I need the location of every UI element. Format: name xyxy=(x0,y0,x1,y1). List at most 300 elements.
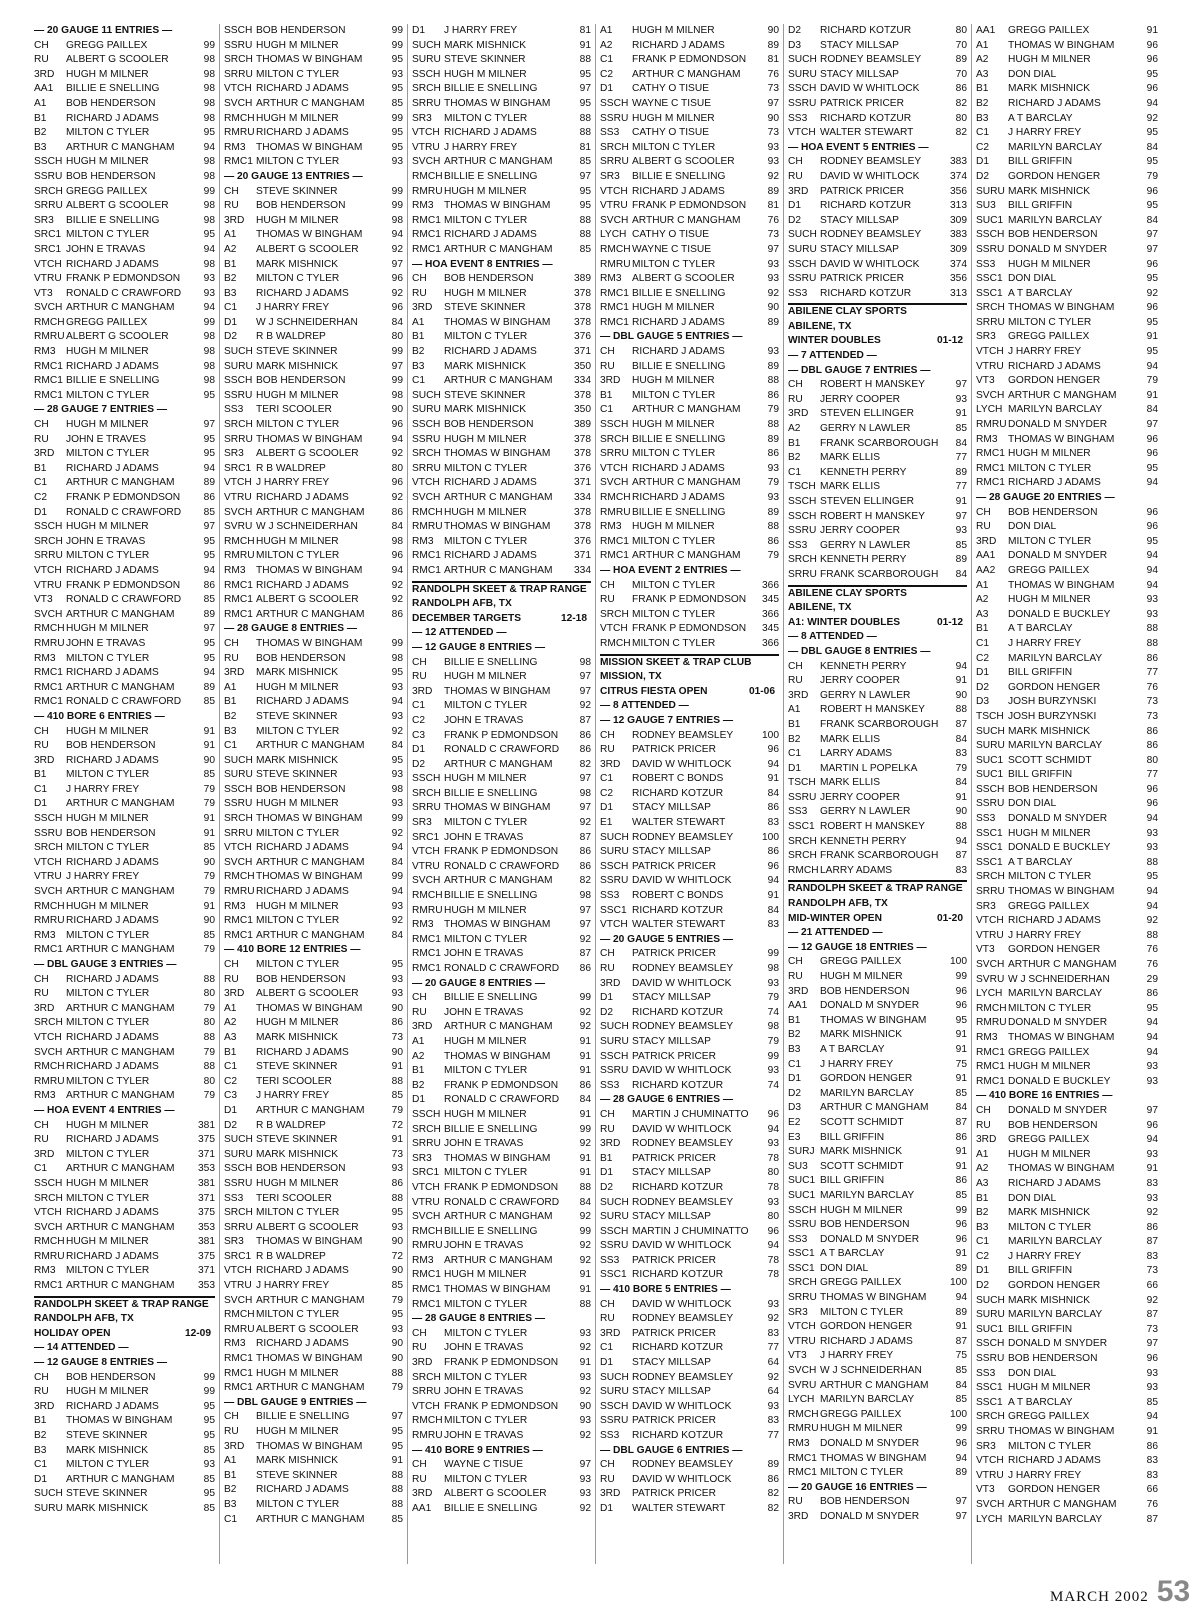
result-row xyxy=(412,403,591,418)
result-row xyxy=(976,1308,1158,1323)
score: 91 xyxy=(579,39,591,51)
shooter-name: PATRICK PRICER xyxy=(632,1050,716,1062)
result-row xyxy=(976,958,1158,973)
class-code: RMCH xyxy=(600,243,631,255)
class-code: B2 xyxy=(788,452,801,464)
result-row xyxy=(600,637,779,652)
shooter-name: HUGH M MILNER xyxy=(632,521,715,533)
score: 80 xyxy=(203,988,215,1000)
shooter-name: THOMAS W BINGHAM xyxy=(256,637,363,649)
shooter-name: MILTON C TYLER xyxy=(256,1309,340,1321)
shooter-name: RODNEY BEAMSLEY xyxy=(820,229,922,241)
shooter-name: HUGH M MILNER xyxy=(632,112,715,124)
result-row xyxy=(412,564,591,579)
result-row xyxy=(600,889,779,904)
shooter-name: HUGH M MILNER xyxy=(820,971,903,982)
result-row xyxy=(224,1133,403,1148)
score: 86 xyxy=(391,506,403,518)
result-row xyxy=(224,1206,403,1221)
score: 86 xyxy=(767,448,779,460)
shooter-name: ARTHUR C MANGHAM xyxy=(66,302,175,314)
score: 93 xyxy=(579,1327,591,1339)
score: 79 xyxy=(767,992,779,1004)
score: 91 xyxy=(955,1248,967,1260)
score: 93 xyxy=(1146,1367,1158,1379)
shooter-name: A T BARCLAY xyxy=(1008,1396,1073,1408)
class-code: SSCH xyxy=(600,1050,629,1062)
class-code: SRRU xyxy=(976,1426,1005,1437)
class-code: SURU xyxy=(412,54,441,66)
class-code: RMRU xyxy=(34,637,65,649)
class-code: RM3 xyxy=(600,521,622,533)
heading-text: ABILENE, TX xyxy=(788,320,852,332)
class-code: SSRU xyxy=(34,827,63,839)
result-row xyxy=(412,685,591,700)
shooter-name: RICHARD J ADAMS xyxy=(66,564,159,576)
shooter-name: CATHY O TISUE xyxy=(632,83,709,95)
result-row xyxy=(976,1192,1158,1207)
class-code: 3RD xyxy=(34,68,55,80)
result-row xyxy=(34,97,215,112)
shooter-name: ARTHUR C MANGHAM xyxy=(820,1379,929,1391)
score: 94 xyxy=(203,564,215,576)
result-row xyxy=(412,991,591,1006)
class-code: A2 xyxy=(600,39,613,51)
score: 99 xyxy=(203,39,215,51)
class-code: 3RD xyxy=(412,685,433,697)
shooter-name: MARTIN J CHUMINATTO xyxy=(632,1108,749,1120)
score: 97 xyxy=(579,802,591,814)
heading-text: — 12 GAUGE 7 ENTRIES — xyxy=(600,714,734,726)
shooter-name: RICHARD J ADAMS xyxy=(66,1061,159,1073)
class-code: 3RD xyxy=(600,375,621,387)
score: 378 xyxy=(574,316,591,328)
shooter-name: MILTON C TYLER xyxy=(256,915,340,927)
shooter-name: MARK MISHNICK xyxy=(256,667,339,679)
class-code: A3 xyxy=(976,1177,989,1189)
result-row xyxy=(788,1393,967,1408)
shooter-name: R B WALDREP xyxy=(256,1119,326,1131)
score: 86 xyxy=(579,729,591,741)
class-code: RMC1 xyxy=(412,948,441,960)
class-code: B1 xyxy=(788,437,801,449)
score: 95 xyxy=(1146,127,1158,139)
class-code: RU xyxy=(788,675,803,687)
result-row xyxy=(976,1498,1158,1513)
class-code: 3RD xyxy=(34,1148,55,1160)
result-row xyxy=(34,1192,215,1207)
class-code: 3RD xyxy=(224,214,245,226)
shooter-name: PATRICK PRICER xyxy=(820,273,904,285)
score: 93 xyxy=(391,798,403,810)
shooter-name: MARK ELLIS xyxy=(820,733,881,745)
shooter-name: ARTHUR C MANGHAM xyxy=(66,1280,175,1292)
result-row xyxy=(600,126,779,141)
result-row xyxy=(34,272,215,287)
score: 95 xyxy=(579,68,591,80)
shooter-name: THOMAS W BINGHAM xyxy=(256,813,363,825)
result-row xyxy=(976,1031,1158,1046)
shooter-name: A T BARCLAY xyxy=(1008,856,1073,868)
result-row xyxy=(976,1119,1158,1134)
shooter-name: ROBERT C BONDS xyxy=(632,890,724,902)
score: 96 xyxy=(767,860,779,872)
shooter-name: RICHARD J ADAMS xyxy=(1008,915,1101,927)
shooter-name: FRANK P EDMONDSON xyxy=(632,623,747,635)
result-row xyxy=(976,914,1158,929)
shooter-name: MARK MISHNICK xyxy=(820,1029,903,1041)
shooter-name: MILTON C TYLER xyxy=(66,929,150,941)
class-code: RU xyxy=(34,433,49,445)
result-row xyxy=(412,656,591,671)
shooter-name: THOMAS W BINGHAM xyxy=(256,229,363,241)
shoot-heading xyxy=(788,320,967,335)
score: 77 xyxy=(767,1430,779,1441)
result-row xyxy=(600,1327,779,1342)
result-row xyxy=(976,476,1158,491)
result-row xyxy=(34,1177,215,1192)
class-code: SRC1 xyxy=(412,1167,440,1179)
class-code: SRRU xyxy=(976,316,1005,328)
event-heading xyxy=(34,1341,215,1356)
class-code: RMC1 xyxy=(976,1075,1005,1087)
shooter-name: THOMAS W BINGHAM xyxy=(1008,433,1115,445)
result-row xyxy=(976,900,1158,915)
shooter-name: BILLIE E SNELLING xyxy=(66,214,160,226)
result-row xyxy=(412,1327,591,1342)
score: 371 xyxy=(574,477,591,489)
class-code: RU xyxy=(976,1119,991,1131)
score: 93 xyxy=(767,141,779,153)
result-row xyxy=(788,1452,967,1467)
class-code: RM3 xyxy=(412,1254,434,1266)
shooter-name: THOMAS W BINGHAM xyxy=(1008,302,1115,314)
score: 84 xyxy=(391,521,403,533)
shooter-name: THOMAS W BINGHAM xyxy=(1008,886,1115,898)
result-row xyxy=(788,1510,967,1525)
result-row xyxy=(412,1210,591,1225)
result-row xyxy=(788,422,967,437)
shooter-name: ARTHUR C MANGHAM xyxy=(66,608,175,620)
score: 100 xyxy=(762,729,779,741)
result-row xyxy=(412,772,591,787)
class-code: VTCH xyxy=(34,1207,62,1219)
result-row xyxy=(412,1225,591,1240)
score: 96 xyxy=(1146,506,1158,518)
shooter-name: STEVE SKINNER xyxy=(256,1134,338,1146)
class-code: RU xyxy=(600,1313,615,1325)
shooter-name: THOMAS W BINGHAM xyxy=(256,564,363,576)
class-code: 3RD xyxy=(788,1510,809,1522)
shooter-name: HUGH M MILNER xyxy=(66,900,149,912)
score: 94 xyxy=(203,243,215,255)
shooter-name: RICHARD J ADAMS xyxy=(256,579,349,591)
shooter-name: STACY MILLSAP xyxy=(632,1211,711,1223)
class-code: RMCH xyxy=(224,535,255,547)
result-row xyxy=(34,622,215,637)
class-code: SS3 xyxy=(224,404,244,416)
score: 89 xyxy=(767,433,779,445)
result-row xyxy=(224,929,403,944)
class-code: A1 xyxy=(34,97,47,109)
class-code: RMCH xyxy=(976,1002,1007,1014)
result-row xyxy=(412,272,591,287)
class-code: VTCH xyxy=(976,915,1004,927)
class-code: C1 xyxy=(34,477,48,489)
result-row xyxy=(224,1089,403,1104)
class-code: SSC1 xyxy=(788,1248,815,1260)
class-code: SSCH xyxy=(788,258,817,270)
shooter-name: ARTHUR C MANGHAM xyxy=(256,1382,365,1394)
result-row xyxy=(224,535,403,550)
score: 93 xyxy=(955,525,967,537)
shooter-name: JOHN E TRAVAS xyxy=(66,535,146,547)
class-code: CH xyxy=(34,39,49,51)
result-row xyxy=(600,214,779,229)
class-code: SUCH xyxy=(224,1134,253,1146)
class-code: SR3 xyxy=(412,817,432,829)
class-code: B2 xyxy=(412,346,425,358)
score: 86 xyxy=(1146,1440,1158,1452)
class-code: SVRU xyxy=(788,1379,817,1391)
class-code: SRRU xyxy=(412,802,441,814)
score: 92 xyxy=(1146,1207,1158,1219)
score: 99 xyxy=(391,185,403,197)
shooter-name: FRANK P EDMONDSON xyxy=(66,273,181,285)
class-code: RU xyxy=(34,1386,49,1398)
class-code: C2 xyxy=(976,1250,990,1262)
shooter-name: GREGG PAILLEX xyxy=(66,185,148,197)
score: 93 xyxy=(767,1065,779,1077)
result-row xyxy=(788,703,967,718)
shoot-heading xyxy=(788,601,967,616)
shooter-name: CATHY O TISUE xyxy=(632,127,709,139)
score: 79 xyxy=(391,1294,403,1306)
score: 95 xyxy=(391,1309,403,1321)
class-code: D1 xyxy=(600,802,614,814)
result-row xyxy=(412,918,591,933)
class-code: SURU xyxy=(412,404,441,416)
score: 85 xyxy=(203,1473,215,1485)
class-code: RU xyxy=(788,170,803,182)
class-code: SRRU xyxy=(224,827,253,839)
score: 82 xyxy=(767,1502,779,1514)
heading-text: — HOA EVENT 5 ENTRIES — xyxy=(788,141,929,153)
shooter-name: RICHARD J ADAMS xyxy=(66,1031,159,1043)
score: 97 xyxy=(579,904,591,916)
class-code: SRRU xyxy=(412,462,441,474)
score: 79 xyxy=(203,886,215,898)
result-row xyxy=(34,112,215,127)
shooter-name: MILTON C TYLER xyxy=(1008,535,1092,547)
score: 84 xyxy=(955,1102,967,1114)
result-row xyxy=(412,1487,591,1502)
shooter-name: BOB HENDERSON xyxy=(256,783,346,795)
shooter-name: MILTON C TYLER xyxy=(444,817,528,829)
class-code: SRCH xyxy=(788,554,817,566)
shooter-name: TERI SCOOLER xyxy=(256,404,332,416)
shooter-name: RICHARD J ADAMS xyxy=(256,1484,349,1496)
score: 83 xyxy=(955,748,967,760)
class-code: VTCH xyxy=(412,477,440,489)
class-code: RMC1 xyxy=(224,1382,253,1394)
shooter-name: JOHN E TRAVAS xyxy=(66,637,146,649)
class-code: C1 xyxy=(34,1459,48,1471)
shooter-name: BOB HENDERSON xyxy=(256,25,346,36)
class-code: SVCH xyxy=(224,97,253,109)
shooter-name: HUGH M MILNER xyxy=(256,112,339,124)
result-row xyxy=(788,451,967,466)
class-code: SSCH xyxy=(224,25,253,36)
shooter-name: HUGH M MILNER xyxy=(66,1236,149,1248)
shooter-name: STEVE SKINNER xyxy=(256,1061,338,1073)
score: 95 xyxy=(1146,535,1158,547)
class-code: C1 xyxy=(412,700,426,712)
result-row xyxy=(412,360,591,375)
class-code: SRCH xyxy=(224,419,253,431)
score: 76 xyxy=(767,68,779,80)
score: 81 xyxy=(579,25,591,36)
result-row xyxy=(976,1206,1158,1221)
score: 92 xyxy=(579,1502,591,1514)
shooter-name: GERRY N LAWLER xyxy=(820,806,911,818)
result-row xyxy=(600,287,779,302)
result-row xyxy=(788,718,967,733)
score: 93 xyxy=(203,287,215,299)
score: 91 xyxy=(955,408,967,420)
shooter-name: HUGH M MILNER xyxy=(256,389,339,401)
shooter-name: FRANK P EDMONDSON xyxy=(444,1357,559,1369)
result-row xyxy=(412,491,591,506)
class-code: SSC1 xyxy=(600,904,627,916)
heading-text: RANDOLPH AFB, TX xyxy=(34,1313,134,1325)
score: 97 xyxy=(955,379,967,391)
shooter-name: MARK MISHNICK xyxy=(1008,185,1091,197)
score: 95 xyxy=(203,1488,215,1500)
heading-text: — 410 BORE 16 ENTRIES — xyxy=(976,1090,1113,1102)
shooter-name: MARILYN BARCLAY xyxy=(820,1087,915,1099)
class-code: CH xyxy=(600,729,615,741)
shooter-name: LARRY ADAMS xyxy=(820,864,893,876)
class-code: SVCH xyxy=(34,1221,63,1233)
score: 96 xyxy=(1146,83,1158,95)
shooter-name: STEVE SKINNER xyxy=(66,1430,148,1441)
score: 79 xyxy=(391,1104,403,1116)
class-code: B2 xyxy=(34,1430,47,1441)
result-row xyxy=(412,141,591,156)
class-code: RMC1 xyxy=(34,681,63,693)
score: 86 xyxy=(391,608,403,620)
score: 94 xyxy=(391,842,403,854)
shooter-name: ARTHUR C MANGHAM xyxy=(444,1211,553,1223)
class-code: SSCH xyxy=(788,496,817,507)
shooter-name: JOHN E TRAVAS xyxy=(444,714,524,726)
shooter-name: RICHARD J ADAMS xyxy=(256,1338,349,1350)
shooter-name: HUGH M MILNER xyxy=(1008,1061,1091,1073)
shooter-name: DON DIAL xyxy=(1008,68,1057,80)
shooter-name: HUGH M MILNER xyxy=(444,671,527,683)
class-code: SRCH xyxy=(34,535,63,547)
shooter-name: PATRICK PRICER xyxy=(632,1488,716,1500)
result-row xyxy=(34,900,215,915)
shooter-name: THOMAS W BINGHAM xyxy=(444,919,551,931)
class-code: SRC1 xyxy=(34,229,62,241)
result-row xyxy=(976,1221,1158,1236)
class-code: C1 xyxy=(224,1513,238,1525)
result-row xyxy=(224,987,403,1002)
result-row xyxy=(788,1335,967,1350)
shooter-name: MARK MISHNICK xyxy=(66,1444,149,1456)
score: 98 xyxy=(391,652,403,664)
class-code: A1 xyxy=(976,39,989,51)
result-row xyxy=(34,1429,215,1444)
result-row xyxy=(976,1425,1158,1440)
shooter-name: STACY MILLSAP xyxy=(632,1357,711,1369)
result-row xyxy=(600,1458,779,1473)
score: 97 xyxy=(767,97,779,109)
score: 93 xyxy=(203,273,215,285)
result-row xyxy=(600,1400,779,1415)
result-row xyxy=(788,820,967,835)
score: 313 xyxy=(950,287,967,299)
shooter-name: STACY MILLSAP xyxy=(632,1386,711,1398)
class-code: B3 xyxy=(224,287,237,299)
score: 97 xyxy=(579,919,591,931)
shooter-name: THOMAS W BINGHAM xyxy=(1008,579,1115,591)
score: 92 xyxy=(391,492,403,503)
result-row xyxy=(34,1221,215,1236)
score: 94 xyxy=(1146,1017,1158,1029)
result-row xyxy=(976,170,1158,185)
score: 95 xyxy=(203,1430,215,1441)
shooter-name: MILTON C TYLER xyxy=(66,1075,150,1087)
score: 82 xyxy=(579,758,591,770)
score: 97 xyxy=(391,360,403,372)
result-row xyxy=(34,681,215,696)
shooter-name: MARTIN J CHUMINATTO xyxy=(632,1225,749,1237)
score: 88 xyxy=(1146,856,1158,868)
shooter-name: MILTON C TYLER xyxy=(444,1298,528,1310)
class-code: RM3 xyxy=(412,919,434,931)
class-code: RM3 xyxy=(224,900,246,912)
class-code: B3 xyxy=(976,112,989,124)
shooter-name: HUGH M MILNER xyxy=(632,302,715,314)
result-row xyxy=(412,787,591,802)
shooter-name: GORDON HENGER xyxy=(820,1321,913,1333)
score: 92 xyxy=(391,725,403,737)
class-code: D1 xyxy=(600,1357,614,1369)
class-code: RM3 xyxy=(976,433,998,445)
score: 97 xyxy=(767,243,779,255)
shooter-name: STACY MILLSAP xyxy=(820,214,899,226)
class-code: B1 xyxy=(224,696,237,708)
shooter-name: MILTON C TYLER xyxy=(1008,871,1092,883)
shooter-name: RICHARD J ADAMS xyxy=(632,462,725,474)
result-row xyxy=(412,1371,591,1386)
result-row xyxy=(600,1268,779,1283)
result-row xyxy=(600,1473,779,1488)
heading-text: — 28 GAUGE 8 ENTRIES — xyxy=(412,1313,546,1325)
shooter-name: MILTON C TYLER xyxy=(66,127,150,139)
class-code: CH xyxy=(412,1459,427,1471)
shooter-name: ALBERT G SCOOLER xyxy=(256,594,359,606)
class-code: B2 xyxy=(224,710,237,722)
class-code: D1 xyxy=(788,200,802,212)
class-code: RMRU xyxy=(412,185,443,197)
score: 353 xyxy=(198,1163,215,1175)
score: 87 xyxy=(955,718,967,730)
score: 98 xyxy=(391,389,403,401)
